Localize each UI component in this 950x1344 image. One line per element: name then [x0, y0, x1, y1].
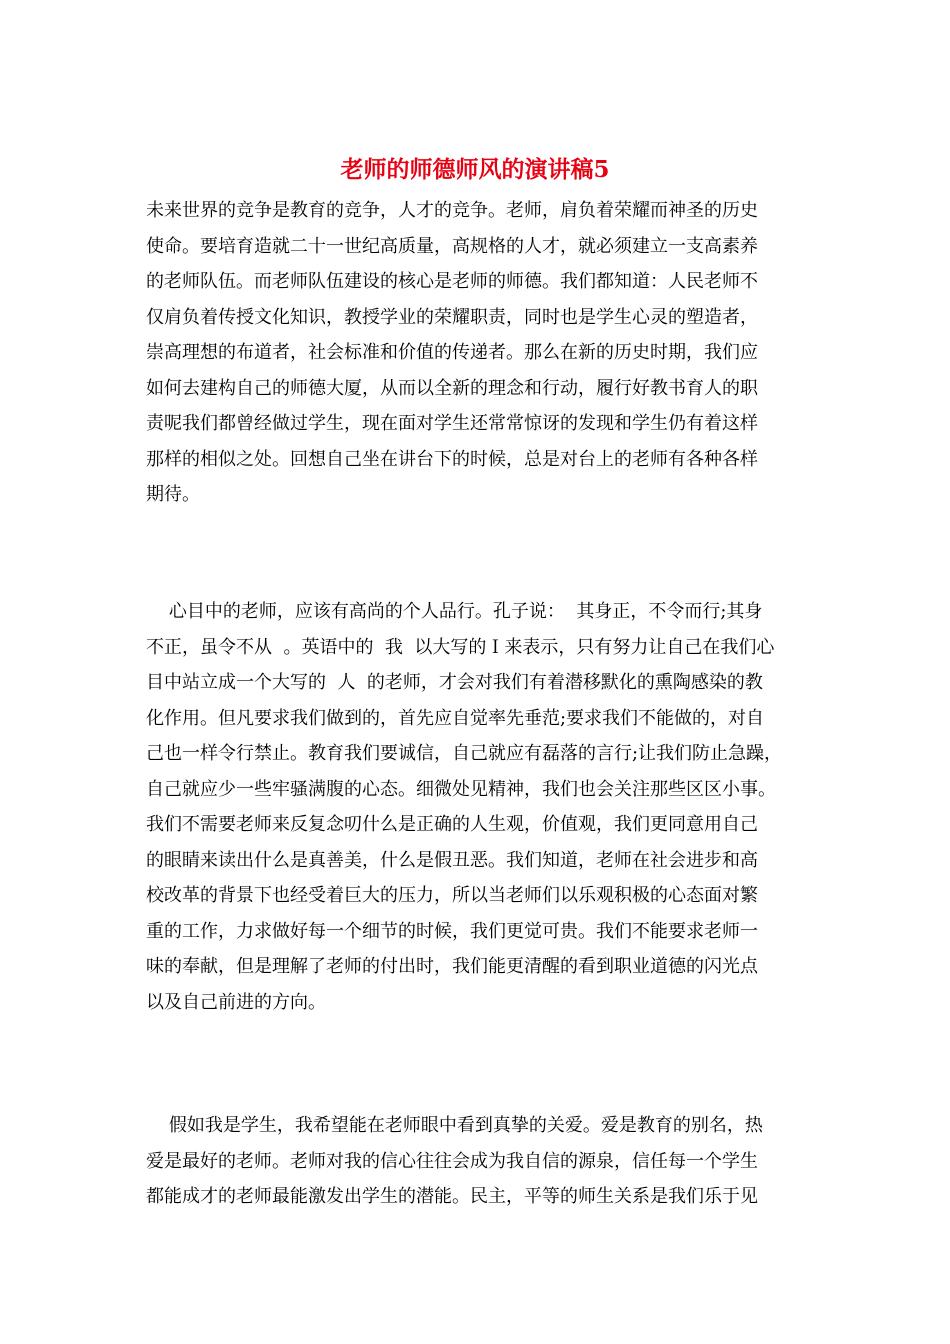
text-line: 以及自己前进的方向。: [146, 991, 326, 1013]
text-line: 未来世界的竞争是教育的竞争，人才的竞争。老师，肩负着荣耀而神圣的历史: [146, 200, 758, 221]
text-line: 自己就应少一些牢骚满腹的心态。细微处见精神，我们也会关注那些区区小事。: [146, 778, 776, 800]
text-line: 如何去建构自己的师德大厦，从而以全新的理念和行动，履行好教书育人的职: [146, 377, 758, 399]
text-line: 校改革的背景下也经受着巨大的压力，所以当老师们以乐观积极的心态面对繁: [146, 885, 758, 906]
text-line: 期待。: [146, 484, 200, 505]
text-line: 责呢我们都曾经做过学生，现在面对学生还常常惊讶的发现和学生仍有着这样: [146, 413, 758, 434]
text-line: 的眼睛来读出什么是真善美，什么是假丑恶。我们知道，老师在社会进步和高: [146, 849, 758, 871]
paragraph-2: [146, 594, 826, 1020]
text-line: 味的奉献，但是理解了老师的付出时，我们能更清醒的看到职业道德的闪光点: [146, 956, 758, 977]
paragraph-1: [146, 193, 826, 513]
paragraph-3: [146, 1108, 826, 1215]
text-line: 心目中的老师，应该有高尚的个人品行。孔子说： 其身正，不令而行;其身: [146, 601, 763, 622]
text-line: 那样的相似之处。回想自己坐在讲台下的时候，总是对台上的老师有各种各样: [146, 448, 758, 470]
text-line: 假如我是学生，我希望能在老师眼中看到真挚的关爱。爱是教育的别名，热: [146, 1115, 763, 1136]
text-line: 不正，虽令不从 。英语中的 我 以大写的Ｉ来表示，只有努力让自己在我们心: [146, 636, 775, 658]
text-line: 己也一样令行禁止。教育我们要诚信，自己就应有磊落的言行;让我们防止急躁，: [146, 743, 783, 764]
document-title: 老师的师德师风的演讲稿5: [340, 156, 610, 183]
text-line: 仅肩负着传授文化知识，教授学业的荣耀职责，同时也是学生心灵的塑造者，: [146, 306, 758, 328]
text-line: 我们不需要老师来反复念叨什么是正确的人生观，价值观，我们更同意用自己: [146, 814, 758, 835]
text-line: 重的工作，力求做好每一个细节的时候，我们更觉可贵。我们不能要求老师一: [146, 920, 758, 942]
text-line: 化作用。但凡要求我们做到的，首先应自觉率先垂范;要求我们不能做的，对自: [146, 707, 765, 729]
text-line: 目中站立成一个大写的 人 的老师，才会对我们有着潜移默化的熏陶感染的教: [146, 672, 763, 693]
text-line: 使命。要培育造就二十一世纪高质量，高规格的人才，就必须建立一支高素养: [146, 235, 758, 257]
text-line: 的老师队伍。而老师队伍建设的核心是老师的师德。我们都知道：人民老师不: [146, 271, 758, 292]
text-line: 都能成才的老师最能激发出学生的潜能。民主，平等的师生关系是我们乐于见: [146, 1186, 758, 1207]
text-line: 崇高理想的布道者，社会标准和价值的传递者。那么在新的历史时期，我们应: [146, 342, 758, 363]
text-line: 爱是最好的老师。老师对我的信心往往会成为我自信的源泉，信任每一个学生: [146, 1150, 758, 1172]
